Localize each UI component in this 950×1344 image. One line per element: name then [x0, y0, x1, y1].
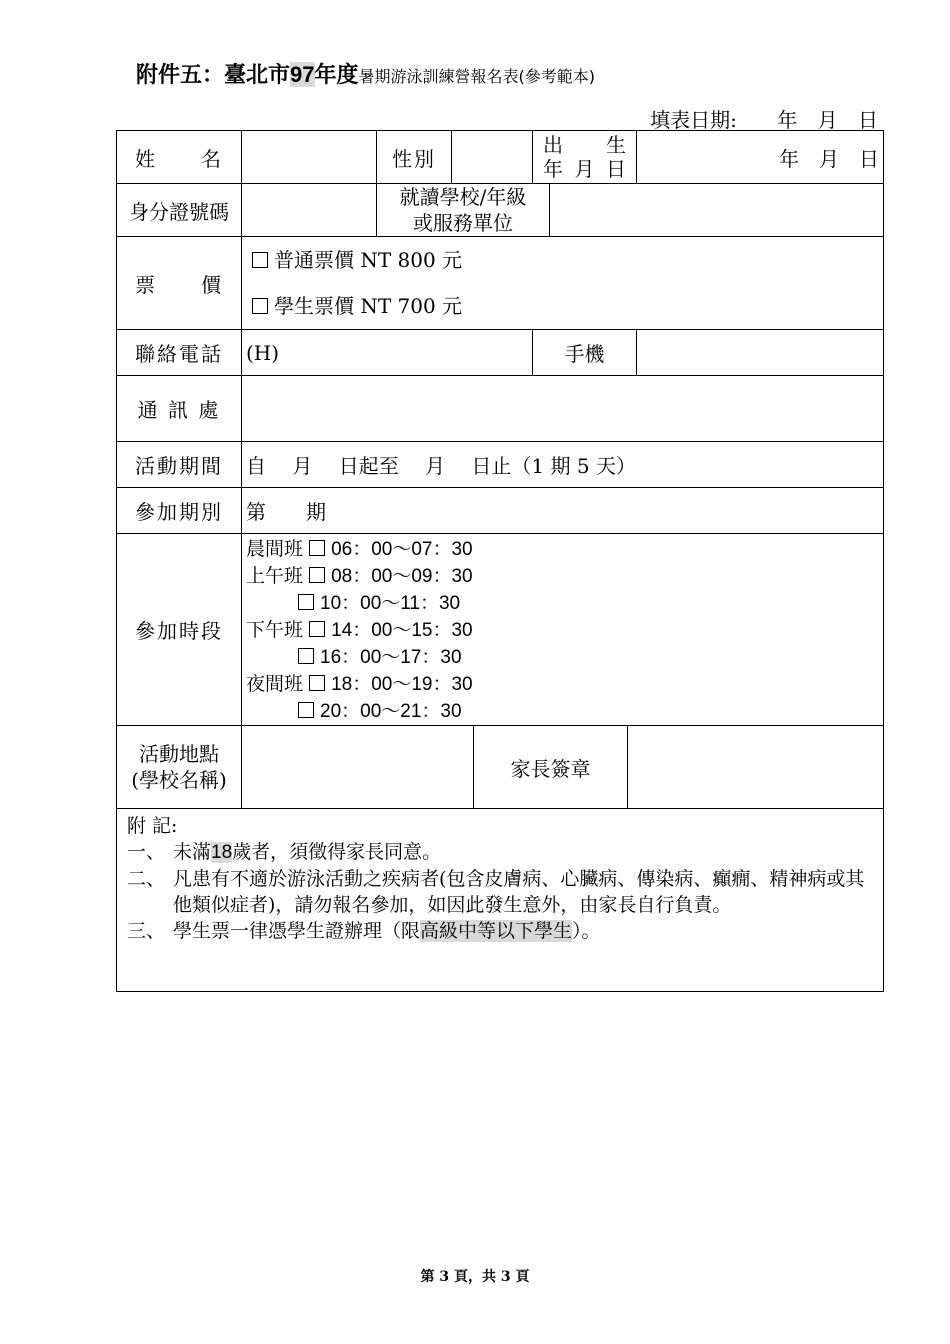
fill-date-day: 日 [858, 108, 878, 132]
notes-heading: 附 記: [127, 815, 178, 837]
notes [117, 809, 884, 992]
mobile-field[interactable] [637, 330, 884, 376]
checkbox[interactable] [309, 540, 325, 556]
venue-label: 活動地點 (學校名稱) [117, 726, 242, 809]
id-label: 身分證號碼 [117, 184, 242, 237]
period-value[interactable]: 自 月 日起至 月 日止（1 期 5 天） [242, 442, 884, 488]
address-field[interactable] [242, 376, 884, 442]
title-form-name: 暑期游泳訓練營報名表(參考範本) [358, 67, 596, 86]
fill-date-month: 月 [817, 108, 838, 132]
school-field[interactable] [550, 184, 884, 237]
parent-sign-field[interactable] [628, 726, 884, 809]
ticket-option-student[interactable]: 學生票價 NT 700 元 [252, 283, 879, 329]
address-label: 通 訊 處 [117, 376, 242, 442]
gender-label: 性別 [377, 131, 452, 184]
row-ticket [117, 237, 884, 330]
id-field[interactable] [242, 184, 377, 237]
phone-label: 聯絡電話 [117, 330, 242, 376]
timeslot-20[interactable]: 20：00～21：30 [320, 701, 462, 722]
birth-date-field[interactable]: 年 月 日 [637, 131, 884, 184]
fill-date-label: 填表日期: [650, 108, 737, 132]
parent-sign-label: 家長簽章 [474, 726, 628, 809]
ticket-options [242, 237, 884, 330]
row-session [117, 488, 884, 534]
note-item-3: 三、 學生票一律憑學生證辦理（限高級中等以下學生）。 [127, 920, 601, 942]
row-notes [117, 809, 884, 992]
checkbox[interactable] [309, 675, 325, 691]
note-item-2: 二、 凡患有不適於游泳活動之疾病者(包含皮膚病、心臟病、傳染病、癲癇、精神病或其他類似症者)，請勿報名參加，如因此發生意外，由家長自行負責。 [127, 868, 865, 916]
venue-field[interactable] [242, 726, 474, 809]
timeslot-label: 參加時段 [117, 534, 242, 726]
gender-field[interactable] [452, 131, 533, 184]
row-address [117, 376, 884, 442]
name-label: 姓 名 [117, 131, 242, 184]
page-footer: 第 3 頁，共 3 頁 [420, 1269, 530, 1285]
title-year: 97 [290, 62, 315, 87]
name-field[interactable] [242, 131, 377, 184]
title-prefix: 附件五：臺北市 [136, 62, 291, 88]
row-timeslot [117, 534, 884, 726]
timeslot-14[interactable]: 14：00～15：30 [331, 620, 473, 641]
row-venue [117, 726, 884, 809]
mobile-label: 手機 [533, 330, 637, 376]
checkbox[interactable] [252, 252, 268, 268]
period-label: 活動期間 [117, 442, 242, 488]
checkbox[interactable] [252, 298, 268, 314]
fill-date [650, 104, 878, 133]
row-phone [117, 330, 884, 376]
birth-label: 出 生 年 月 日 [533, 131, 637, 184]
checkbox[interactable] [298, 648, 314, 664]
timeslot-options: 晨間班 06：00～07：30 上午班 08：00～09：30 10：00～11：30 下午班 14：00～15：30 16：00～17：30 夜間班 18：00～19：30 20：00～21：30 [242, 534, 884, 726]
checkbox[interactable] [298, 702, 314, 718]
ticket-label: 票 價 [117, 237, 242, 330]
timeslot-16[interactable]: 16：00～17：30 [320, 647, 462, 668]
timeslot-06[interactable]: 06：00～07：30 [331, 539, 473, 560]
registration-form [116, 130, 884, 992]
row-id [117, 184, 884, 237]
school-label: 就讀學校/年級 或服務單位 [377, 184, 550, 237]
ticket-option-regular[interactable]: 普通票價 NT 800 元 [252, 237, 879, 283]
row-period [117, 442, 884, 488]
page-title [136, 58, 595, 89]
title-suffix: 年度 [314, 62, 359, 88]
timeslot-08[interactable]: 08：00～09：30 [331, 566, 473, 587]
checkbox[interactable] [309, 621, 325, 637]
checkbox[interactable] [309, 567, 325, 583]
row-name [117, 131, 884, 184]
timeslot-18[interactable]: 18：00～19：30 [331, 674, 473, 695]
checkbox[interactable] [298, 594, 314, 610]
session-value[interactable]: 第 期 [242, 488, 884, 534]
fill-date-year: 年 [777, 108, 798, 132]
session-label: 參加期別 [117, 488, 242, 534]
note-item-1: 一、 未滿18歲者，須徵得家長同意。 [127, 841, 442, 863]
timeslot-10[interactable]: 10：00～11：30 [320, 593, 461, 614]
phone-field[interactable]: (H) [242, 330, 533, 376]
